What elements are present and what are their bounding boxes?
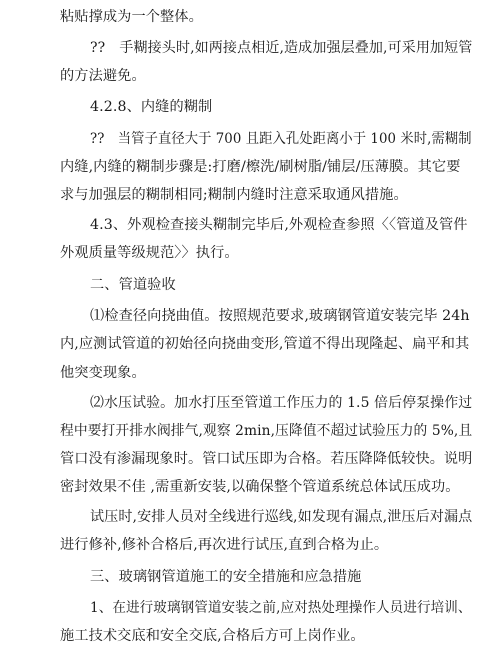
text-line-21: 1、在进行玻璃钢管道安装之前,应对热处理操作人员进行培训、 <box>90 600 472 616</box>
text-line-22: 施工技术交底和安全交底,合格后方可上岗作业。 <box>60 628 365 644</box>
text-line-15: 程中要打开排水阀排气,观察 2min,压降值不超过试验压力的 5%,且 <box>60 423 473 440</box>
text-line-17: 密封效果不佳 ,需重新安装,以确保整个管道系统总体试压成功。 <box>60 479 460 496</box>
text-line-3: 的方法避免。 <box>60 67 146 84</box>
text-line-16: 管口没有渗漏现象时。管口试压即为合格。若压降降低较快。说明 <box>60 451 473 468</box>
text-line-2: ?? 手糊接头时,如两接点相近,造成加强层叠加,可采用加短管 <box>90 39 473 56</box>
text-line-8: 4.3、外观检查接头糊制完毕后,外观检查参照〈〈管道及管件 <box>90 217 468 234</box>
text-line-12: 内,应测试管道的初始径向挠曲变形,管道不得出现隆起、扁平和其 <box>60 336 470 353</box>
section-heading-4-2-8: 4.2.8、内缝的糊制 <box>90 99 213 116</box>
text-line-6: 内缝,内缝的糊制步骤是:打磨/檫洗/刷树脂/铺层/压薄膜。其它要 <box>60 158 461 175</box>
text-line-7: 求与加强层的糊制相同;糊制内缝时注意采取通风措施。 <box>60 186 408 203</box>
text-line-5: ?? 当管子直径大于 700 且距入孔处距离小于 100 米时,需糊制 <box>90 130 472 147</box>
text-line-14: ⑵水压试验。加水打压至管道工作压力的 1.5 倍后停泵操作过 <box>90 395 473 412</box>
text-line-1: 粘贴撑成为一个整体。 <box>60 9 203 25</box>
text-line-9: 外观质量等级规范〉〉执行。 <box>60 245 239 262</box>
text-line-13: 他突变现象。 <box>60 364 146 381</box>
text-line-19: 进行修补,修补合格后,再次进行试压,直到合格为止。 <box>60 536 389 553</box>
section-heading-pipe-acceptance: 二、管道验收 <box>90 276 176 293</box>
text-line-11: ⑴检查径向挠曲值。按照规范要求,玻璃钢管道安装完毕 24h <box>90 308 470 325</box>
section-heading-safety: 三、玻璃钢管道施工的安全措施和应急措施 <box>90 568 362 585</box>
text-line-18: 试压时,安排人员对全线进行巡线,如发现有漏点,泄压后对漏点 <box>90 508 473 525</box>
